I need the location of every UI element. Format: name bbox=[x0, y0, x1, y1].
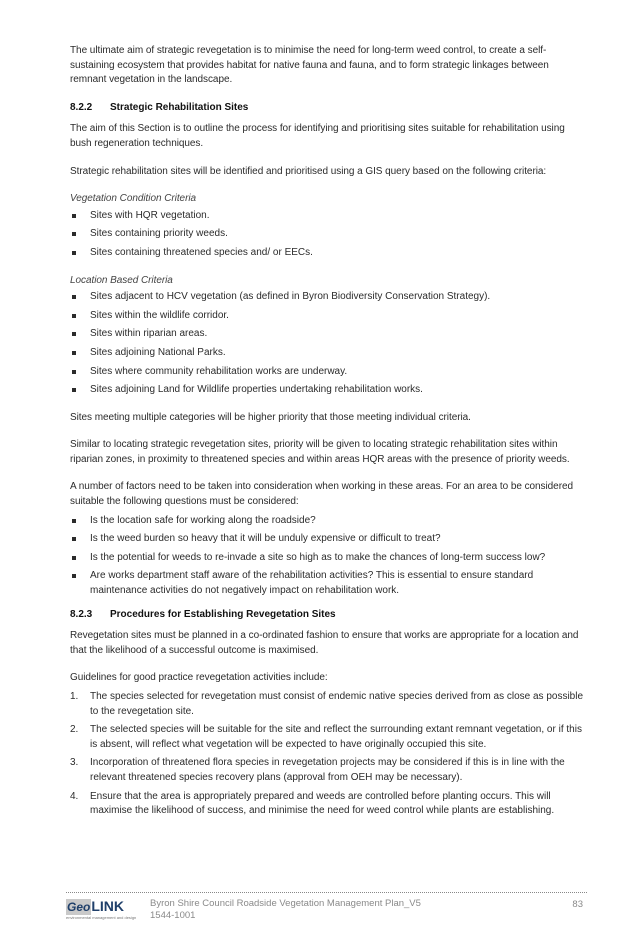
section-title: Strategic Rehabilitation Sites bbox=[110, 101, 249, 113]
question-list bbox=[70, 514, 586, 599]
item-number: 3. bbox=[70, 757, 79, 769]
list-item: Sites with HQR vegetation. bbox=[70, 209, 586, 224]
list-item: Sites within riparian areas. bbox=[70, 327, 586, 342]
paragraph: The aim of this Section is to outline the process for identifying and prioritising sites suitable for rehabilitation using bush regeneration techniques. bbox=[70, 123, 565, 149]
bullet-list bbox=[70, 209, 586, 261]
section-title: Procedures for Establishing Revegetation Sites bbox=[110, 608, 336, 620]
item-text: Ensure that the area is appropriately prepared and weeds are controlled before planting occurs. This will maximise the likelihood of success, and minimise the need for weed control while plants are establishing. bbox=[90, 790, 555, 817]
item-text: The selected species will be suitable for the site and reflect the surrounding extant remnant vegetation, or if this is absent, will reflect what vegetation will be expected to have originally occupied this site. bbox=[90, 724, 582, 750]
list-item: Sites where community rehabilitation works are underway. bbox=[70, 365, 586, 380]
list-item: Sites containing priority weeds. bbox=[70, 227, 586, 242]
document-number: 1544-1001 bbox=[150, 910, 196, 921]
list-item: Sites adjacent to HCV vegetation (as defined in Byron Biodiversity Conservation Strategy). bbox=[70, 290, 586, 305]
item-number: 4. bbox=[70, 790, 79, 802]
paragraph: Sites meeting multiple categories will be higher priority that those meeting individual criteria. bbox=[70, 411, 471, 423]
criteria-title: Location Based Criteria bbox=[70, 274, 173, 286]
list-item bbox=[70, 690, 586, 719]
bullet-list bbox=[70, 290, 586, 398]
paragraph: Strategic rehabilitation sites will be identified and prioritised using a GIS query based on the following criteria: bbox=[70, 165, 547, 177]
item-text: Incorporation of threatened flora species in revegetation projects may be considered if this is in line with the relevant threatened species recovery plans (approval from OEH may be necessary). bbox=[90, 757, 565, 783]
item-text: The species selected for revegetation must consist of endemic native species derived from as close as possible to the revegetation site. bbox=[90, 691, 584, 717]
section-heading-822 bbox=[70, 101, 586, 116]
list-item bbox=[70, 756, 586, 785]
section-number: 8.2.2 bbox=[70, 101, 93, 113]
paragraph: Revegetation sites must be planned in a co-ordinated fashion to ensure that works are appropriate for a location and that the likelihood of a successful outcome is maximised. bbox=[70, 630, 579, 656]
criteria-title: Vegetation Condition Criteria bbox=[70, 193, 197, 205]
list-item: Is the weed burden so heavy that it will be unduly expensive or difficult to treat? bbox=[70, 532, 586, 547]
list-item: Are works department staff aware of the rehabilitation activities? This is essential to ensure standard maintenance activities do not negatively impact on rehabilitation work. bbox=[70, 569, 586, 598]
intro-paragraph: The ultimate aim of strategic revegetation is to minimise the need for long-term weed control, to create a self-sustaining ecosystem that provides habitat for native fauna and fauna, and to form strategic linkages between remnant vegetation in the landscape. bbox=[70, 45, 549, 86]
document-body bbox=[70, 44, 586, 823]
paragraph: A number of factors need to be taken into consideration when working in these areas. For an area to be considered suitable the following questions must be considered: bbox=[70, 481, 573, 508]
paragraph: Guidelines for good practice revegetation activities include: bbox=[70, 672, 328, 684]
list-item: Is the location safe for working along the roadside? bbox=[70, 514, 586, 529]
logo-link: LINK bbox=[91, 898, 125, 914]
document-title: Byron Shire Council Roadside Vegetation Management Plan_V5 bbox=[150, 898, 421, 909]
list-item bbox=[70, 790, 586, 819]
section-heading-823 bbox=[70, 608, 586, 623]
item-number: 1. bbox=[70, 691, 79, 702]
paragraph: Similar to locating strategic revegetation sites, priority will be given to locating strategic rehabilitation sites within riparian zones, in proximity to threatened species and within areas HQR areas with the presence of priority weeds. bbox=[70, 439, 570, 465]
list-item: Sites adjoining Land for Wildlife properties undertaking rehabilitation works. bbox=[70, 383, 586, 398]
list-item: Sites adjoining National Parks. bbox=[70, 346, 586, 361]
list-item: Sites within the wildlife corridor. bbox=[70, 309, 586, 324]
list-item bbox=[70, 723, 586, 752]
list-item: Sites containing threatened species and/ or EECs. bbox=[70, 246, 586, 261]
list-item: Is the potential for weeds to re-invade a site so high as to make the chances of long-term success low? bbox=[70, 551, 586, 566]
logo-tagline: environmental management and design bbox=[66, 915, 137, 920]
geolink-logo bbox=[66, 898, 137, 922]
logo-geo: Geo bbox=[67, 900, 91, 914]
section-number: 8.2.3 bbox=[70, 608, 93, 620]
page-footer bbox=[66, 892, 587, 927]
item-number: 2. bbox=[70, 724, 79, 736]
logo-wordmark bbox=[66, 898, 128, 914]
page-number: 83 bbox=[572, 899, 583, 910]
numbered-list bbox=[70, 690, 586, 819]
footer-document-info bbox=[150, 898, 421, 922]
